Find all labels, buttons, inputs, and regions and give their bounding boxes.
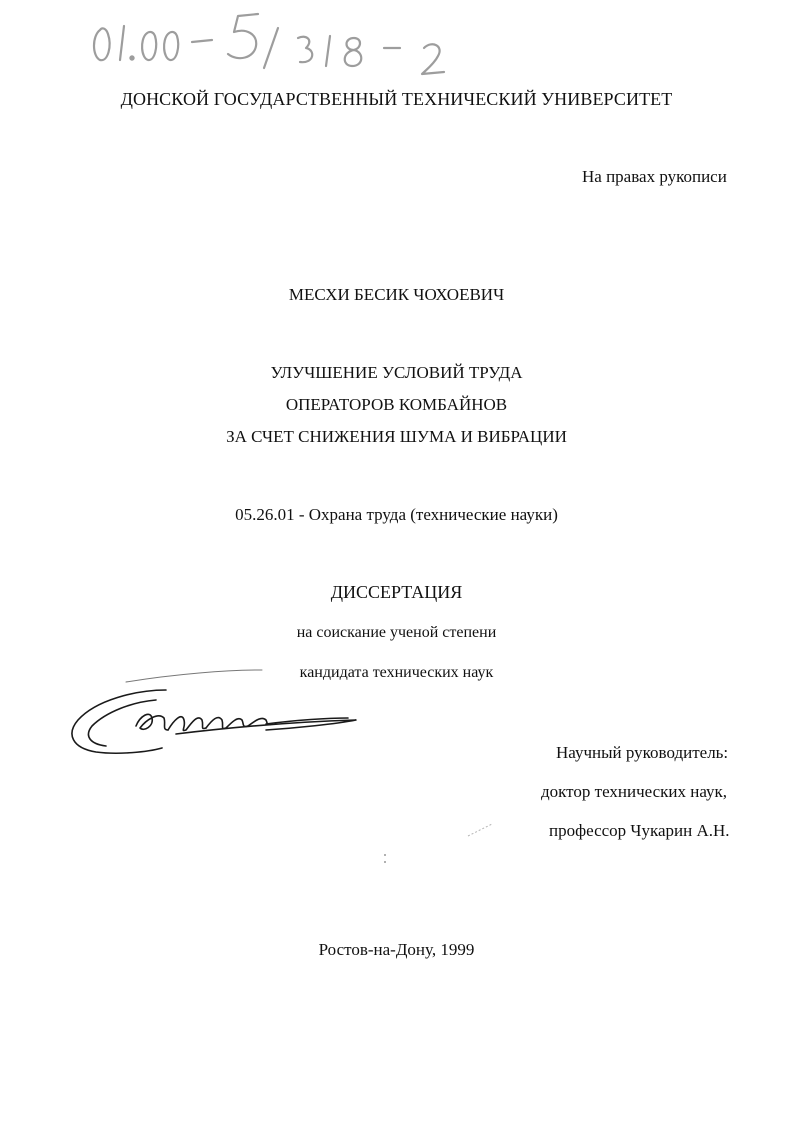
manuscript-note: На правах рукописи: [582, 167, 727, 186]
specialty-code: 05.26.01 - Охрана труда (технические науки): [235, 505, 558, 524]
degree-line-2: кандидата технических наук: [299, 664, 494, 681]
supervisor-name: профессор Чукарин А.Н.: [549, 821, 730, 840]
handwritten-archive-code: [88, 8, 473, 78]
author-name: МЕСХИ БЕСИК ЧОХОЕВИЧ: [288, 285, 505, 304]
thesis-title-line-1: УЛУЧШЕНИЕ УСЛОВИЙ ТРУДА: [270, 363, 523, 382]
supervisor-degree: доктор технических наук,: [541, 782, 728, 801]
place-and-year: Ростов-на-Дону, 1999: [318, 940, 475, 959]
scan-speck: [382, 852, 388, 866]
thesis-title-line-3: ЗА СЧЕТ СНИЖЕНИЯ ШУМА И ВИБРАЦИИ: [226, 427, 567, 446]
document-type: ДИССЕРТАЦИЯ: [330, 582, 463, 602]
scan-speck: [466, 820, 496, 840]
degree-line-1: на соискание ученой степени: [296, 624, 497, 641]
supervisor-label: Научный руководитель:: [556, 743, 729, 762]
university-name: ДОНСКОЙ ГОСУДАРСТВЕННЫЙ ТЕХНИЧЕСКИЙ УНИВЕРСИТЕТ: [120, 89, 673, 109]
author-signature: [66, 660, 366, 765]
thesis-title-line-2: ОПЕРАТОРОВ КОМБАЙНОВ: [285, 395, 508, 414]
